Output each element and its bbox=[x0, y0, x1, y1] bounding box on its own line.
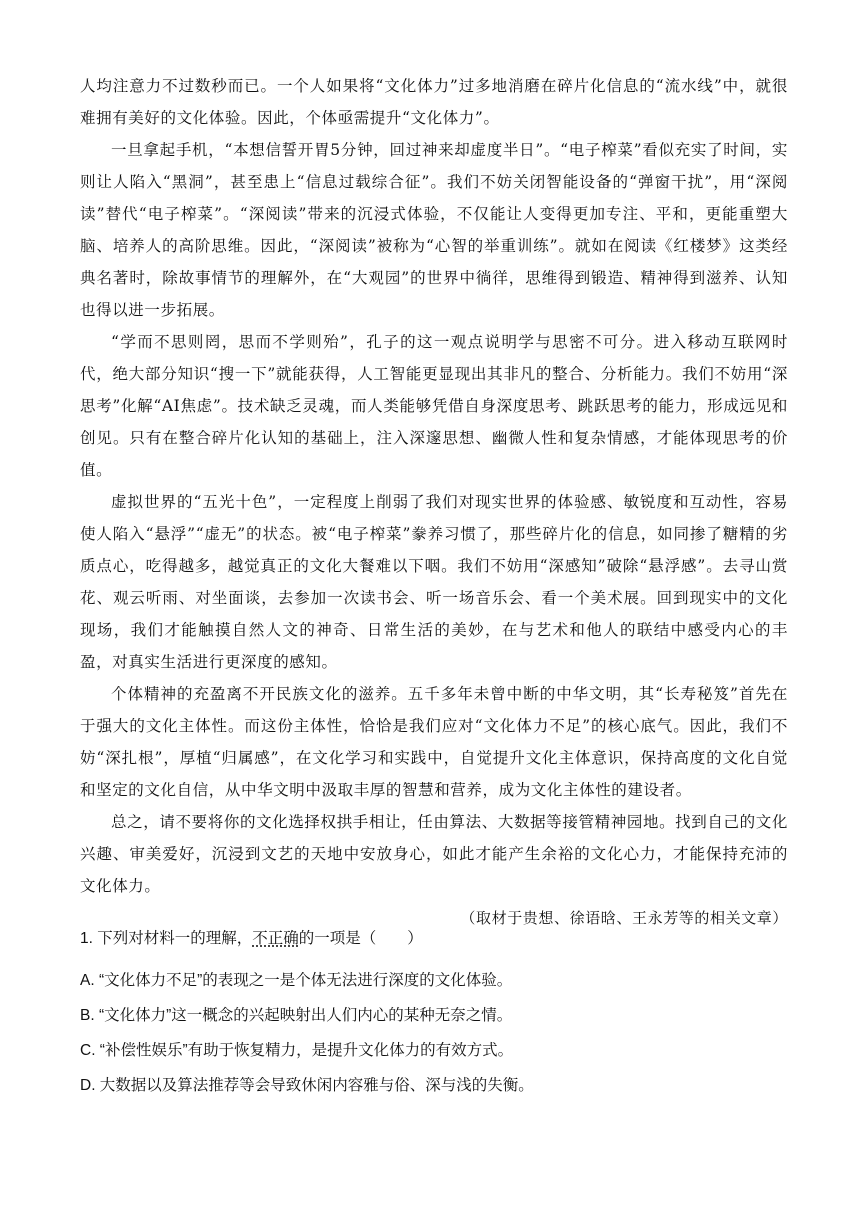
question-stem-prefix: 1. 下列对材料一的理解， bbox=[80, 930, 253, 947]
option-d: D. 大数据以及算法推荐等会导致休闲内容雅与俗、深与浅的失衡。 bbox=[80, 1077, 534, 1094]
passage-paragraph: 人均注意力不过数秒而已。一个人如果将“文化体力”过多地消磨在碎片化信息的“流水线”中，就很难拥有美好的文化体验。因此，个体亟需提升“文化体力”。 bbox=[80, 77, 788, 127]
option-a: A. “文化体力不足”的表现之一是个体无法进行深度的文化体验。 bbox=[80, 972, 513, 989]
option-b: B. “文化体力”这一概念的兴起映射出人们内心的某种无奈之情。 bbox=[80, 1007, 513, 1024]
passage-paragraph: 个体精神的充盈离不开民族文化的滋养。五千多年未曾中断的中华文明，其“长寿秘笈”首先在于强大的文化主体性。而这份主体性，恰恰是我们应对“文化体力不足”的核心底气。因此，我们不妨“深扎根”，厚植“归属感”，在文化学习和实践中，自觉提升文化主体意识，保持高度的文化自觉和坚定的文化自信，从中华文明中汲取丰厚的智慧和营养，成为文化主体性的建设者。 bbox=[80, 685, 788, 799]
question-stem-suffix: 的一项是（ ） bbox=[298, 930, 423, 947]
question-stem bbox=[80, 928, 788, 950]
passage-paragraph: “学而不思则罔，思而不学则殆”，孔子的这一观点说明学与思密不可分。进入移动互联网时代，绝大部分知识“搜一下”就能获得，人工智能更显现出其非凡的整合、分析能力。我们不妨用“深思考”化解“AI焦虑”。技术缺乏灵魂，而人类能够凭借自身深度思考、跳跃思考的能力，形成远见和创见。只有在整合碎片化认知的基础上，注入深邃思想、幽微人性和复杂情感，才能体现思考的价值。 bbox=[80, 333, 788, 479]
question-block bbox=[80, 928, 788, 1110]
question-emphasis: 不正确 bbox=[252, 930, 299, 947]
passage-paragraph: 虚拟世界的“五光十色”，一定程度上削弱了我们对现实世界的体验感、敏锐度和互动性，容易使人陷入“悬浮”“虚无”的状态。被“电子榨菜”豢养习惯了，那些碎片化的信息，如同掺了糖精的劣质点心，吃得越多，越觉真正的文化大餐难以下咽。我们不妨用“深感知”破除“悬浮感”。去寻山赏花、观云听雨、对坐面谈，去参加一次读书会、听一场音乐会、看一个美术展。回到现实中的文化现场，我们才能触摸自然人文的神奇、日常生活的美妙，在与艺术和他人的联结中感受内心的丰盈，对真实生活进行更深度的感知。 bbox=[80, 493, 788, 671]
passage-paragraph: 一旦拿起手机，“本想信誓开胃5分钟，回过神来却虚度半日”。“电子榨菜”看似充实了时间，实则让人陷入“黑洞”，甚至患上“信息过载综合征”。我们不妨关闭智能设备的“弹窗干扰”，用“深阅读”替代“电子榨菜”。“深阅读”带来的沉浸式体验，不仅能让人变得更加专注、平和，更能重塑大脑、培养人的高阶思维。因此，“深阅读”被称为“心智的举重训练”。就如在阅读《红楼梦》这类经典名著时，除故事情节的理解外，在“大观园”的世界中徜徉，思维得到锻造、精神得到滋养、认知也得以进一步拓展。 bbox=[80, 141, 788, 319]
option-c: C. “补偿性娱乐”有助于恢复精力，是提升文化体力的有效方式。 bbox=[80, 1042, 514, 1059]
passage-paragraph: 总之，请不要将你的文化选择权拱手相让，任由算法、大数据等接管精神园地。找到自己的文化兴趣、审美爱好，沉浸到文艺的天地中安放身心，如此才能产生余裕的文化心力，才能保持充沛的文化体力。 bbox=[80, 813, 788, 895]
passage-source: （取材于贵想、徐语晗、王永芳等的相关文章） bbox=[460, 909, 788, 927]
reading-passage bbox=[80, 70, 788, 934]
